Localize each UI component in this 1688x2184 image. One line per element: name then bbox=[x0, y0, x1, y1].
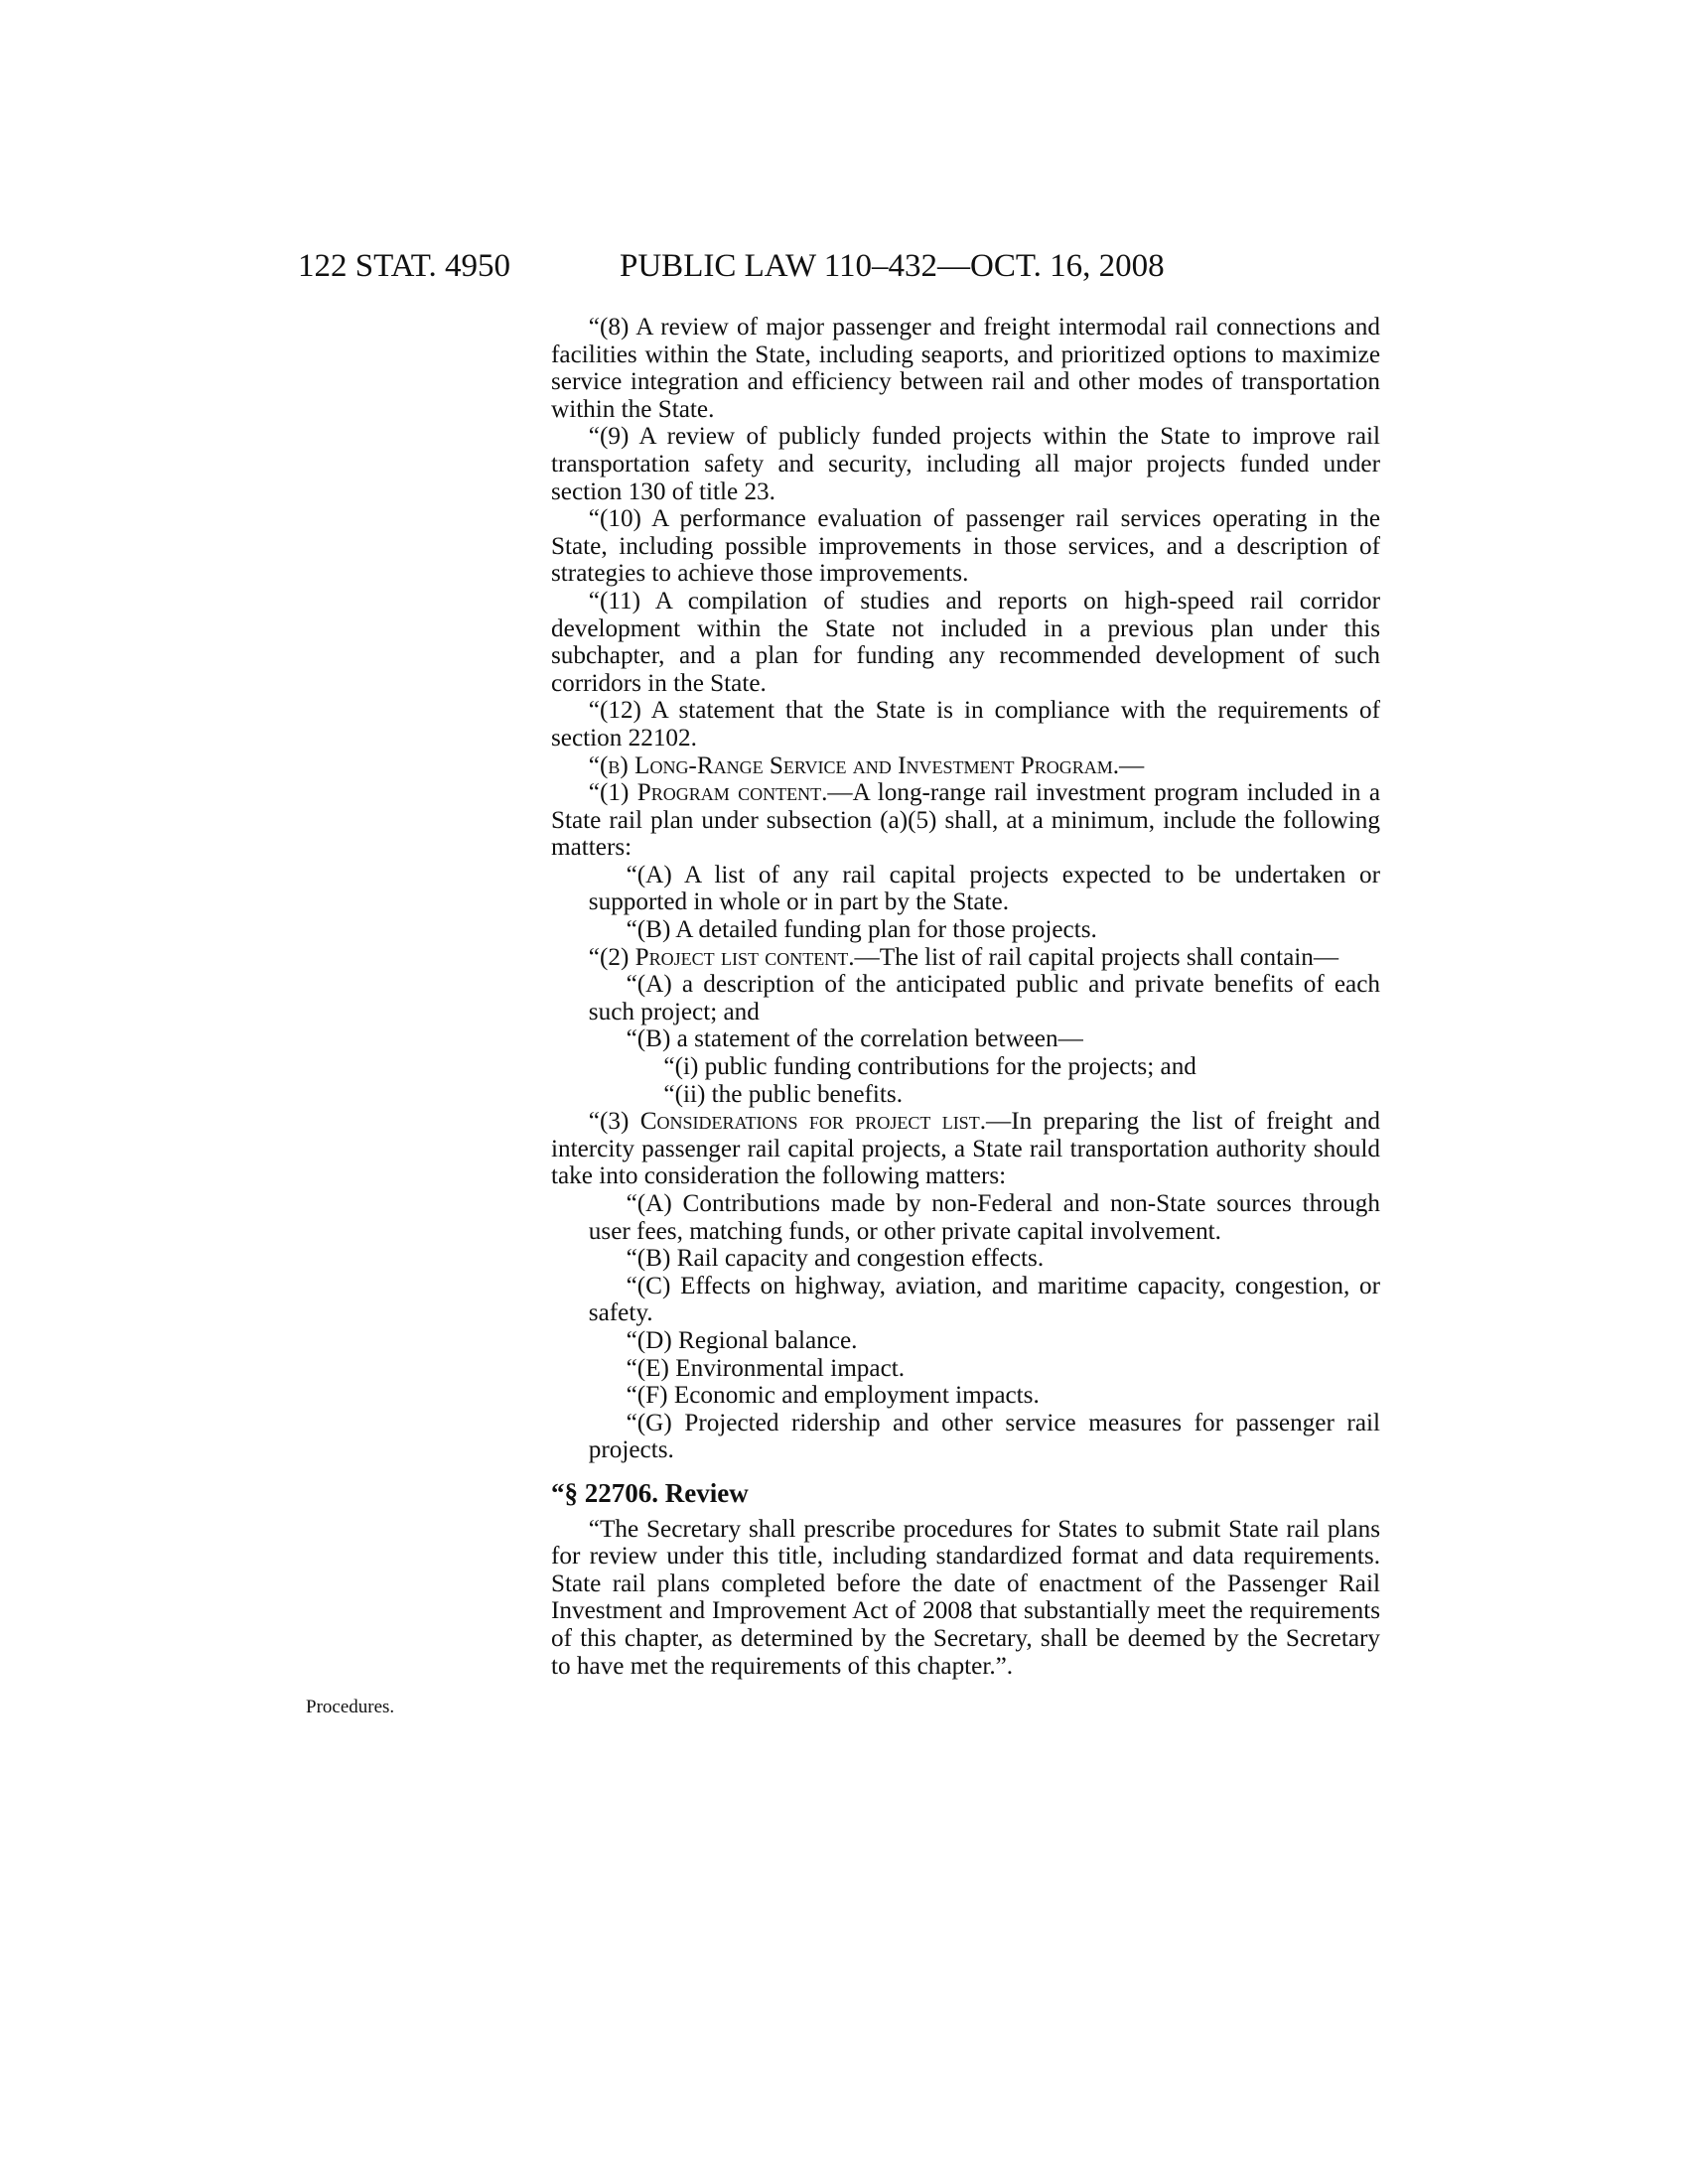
para-b1B: “(B) A detailed funding plan for those projects. bbox=[626, 916, 1097, 944]
para-12: “(12) A statement that the State is in compliance with the requirements of section 22102. bbox=[551, 697, 1380, 751]
para-10: “(10) A performance evaluation of passenger rail services operating in the State, including possible improvements in those services, and a description of strategies to achieve those improvements. bbox=[551, 505, 1380, 588]
para-b2A: “(A) a description of the anticipated public and private benefits of each such project; and bbox=[588, 971, 1380, 1025]
subsection-b-heading: “(b) Long-Range Service and Investment Program.— bbox=[588, 751, 1145, 779]
para-b1-text: —A long-range rail investment program included in a State rail plan under subsection (a)(5) shall, at a minimum, include the following matters: bbox=[551, 779, 1381, 862]
body-text bbox=[551, 314, 1380, 1680]
section-heading: “§ 22706. Review bbox=[551, 1477, 749, 1508]
para-b2B: “(B) a statement of the correlation between— bbox=[626, 1025, 1083, 1053]
para-b3D: “(D) Regional balance. bbox=[626, 1326, 858, 1354]
para-b2-label: “(2) Project list content. bbox=[588, 943, 855, 971]
page-header-title: PUBLIC LAW 110–432—OCT. 16, 2008 bbox=[620, 248, 1165, 284]
para-b2Bii: “(ii) the public benefits. bbox=[663, 1080, 903, 1108]
para-b2-text: —The list of rail capital projects shall contain— bbox=[854, 943, 1339, 971]
para-b3B: “(B) Rail capacity and congestion effects. bbox=[626, 1245, 1045, 1273]
para-b3-text: —In preparing the list of freight and intercity passenger rail capital projects, a State rail transportation authority should take into consideration the following matters: bbox=[551, 1108, 1380, 1190]
para-b3-label: “(3) Considerations for project list. bbox=[588, 1108, 986, 1136]
para-b1 bbox=[551, 779, 1380, 862]
para-b2Bi: “(i) public funding contributions for the projects; and bbox=[663, 1053, 1196, 1081]
para-b3E: “(E) Environmental impact. bbox=[626, 1354, 906, 1382]
stat-reference: 122 STAT. 4950 bbox=[298, 248, 511, 284]
margin-note: Procedures. bbox=[306, 1697, 395, 1717]
para-b3A: “(A) Contributions made by non-Federal and non-State sources through user fees, matching funds, or other private capital involvement. bbox=[588, 1190, 1380, 1245]
para-9: “(9) A review of publicly funded projects within the State to improve rail transportation safety and security, including all major projects funded under section 130 of title 23. bbox=[551, 423, 1380, 505]
para-b2 bbox=[551, 944, 1380, 972]
para-8: “(8) A review of major passenger and freight intermodal rail connections and facilities within the State, including seaports, and prioritized options to maximize service integration and efficiency between rail and other modes of transportation within the State. bbox=[551, 314, 1380, 423]
para-b3F: “(F) Economic and employment impacts. bbox=[626, 1382, 1040, 1410]
para-b1A: “(A) A list of any rail capital projects expected to be undertaken or supported in whole or in part by the State. bbox=[588, 861, 1380, 916]
para-b1-label: “(1) Program content. bbox=[588, 779, 828, 807]
para-b3 bbox=[551, 1108, 1380, 1190]
para-review: “The Secretary shall prescribe procedures for States to submit State rail plans for review under this title, including standardized format and data requirements. State rail plans completed before the date of enactment of the Passenger Rail Investment and Improvement Act of 2008 that substantially meet the requirements of this chapter, as determined by the Secretary, shall be deemed by the Secretary to have met the requirements of this chapter.”. bbox=[551, 1515, 1380, 1680]
para-11: “(11) A compilation of studies and reports on high-speed rail corridor development within the State not included in a previous plan under this subchapter, and a plan for funding any recommended development of such corridors in the State. bbox=[551, 587, 1380, 697]
para-b3C: “(C) Effects on highway, aviation, and maritime capacity, congestion, or safety. bbox=[588, 1272, 1380, 1327]
para-b3G: “(G) Projected ridership and other service measures for passenger rail projects. bbox=[588, 1409, 1380, 1464]
